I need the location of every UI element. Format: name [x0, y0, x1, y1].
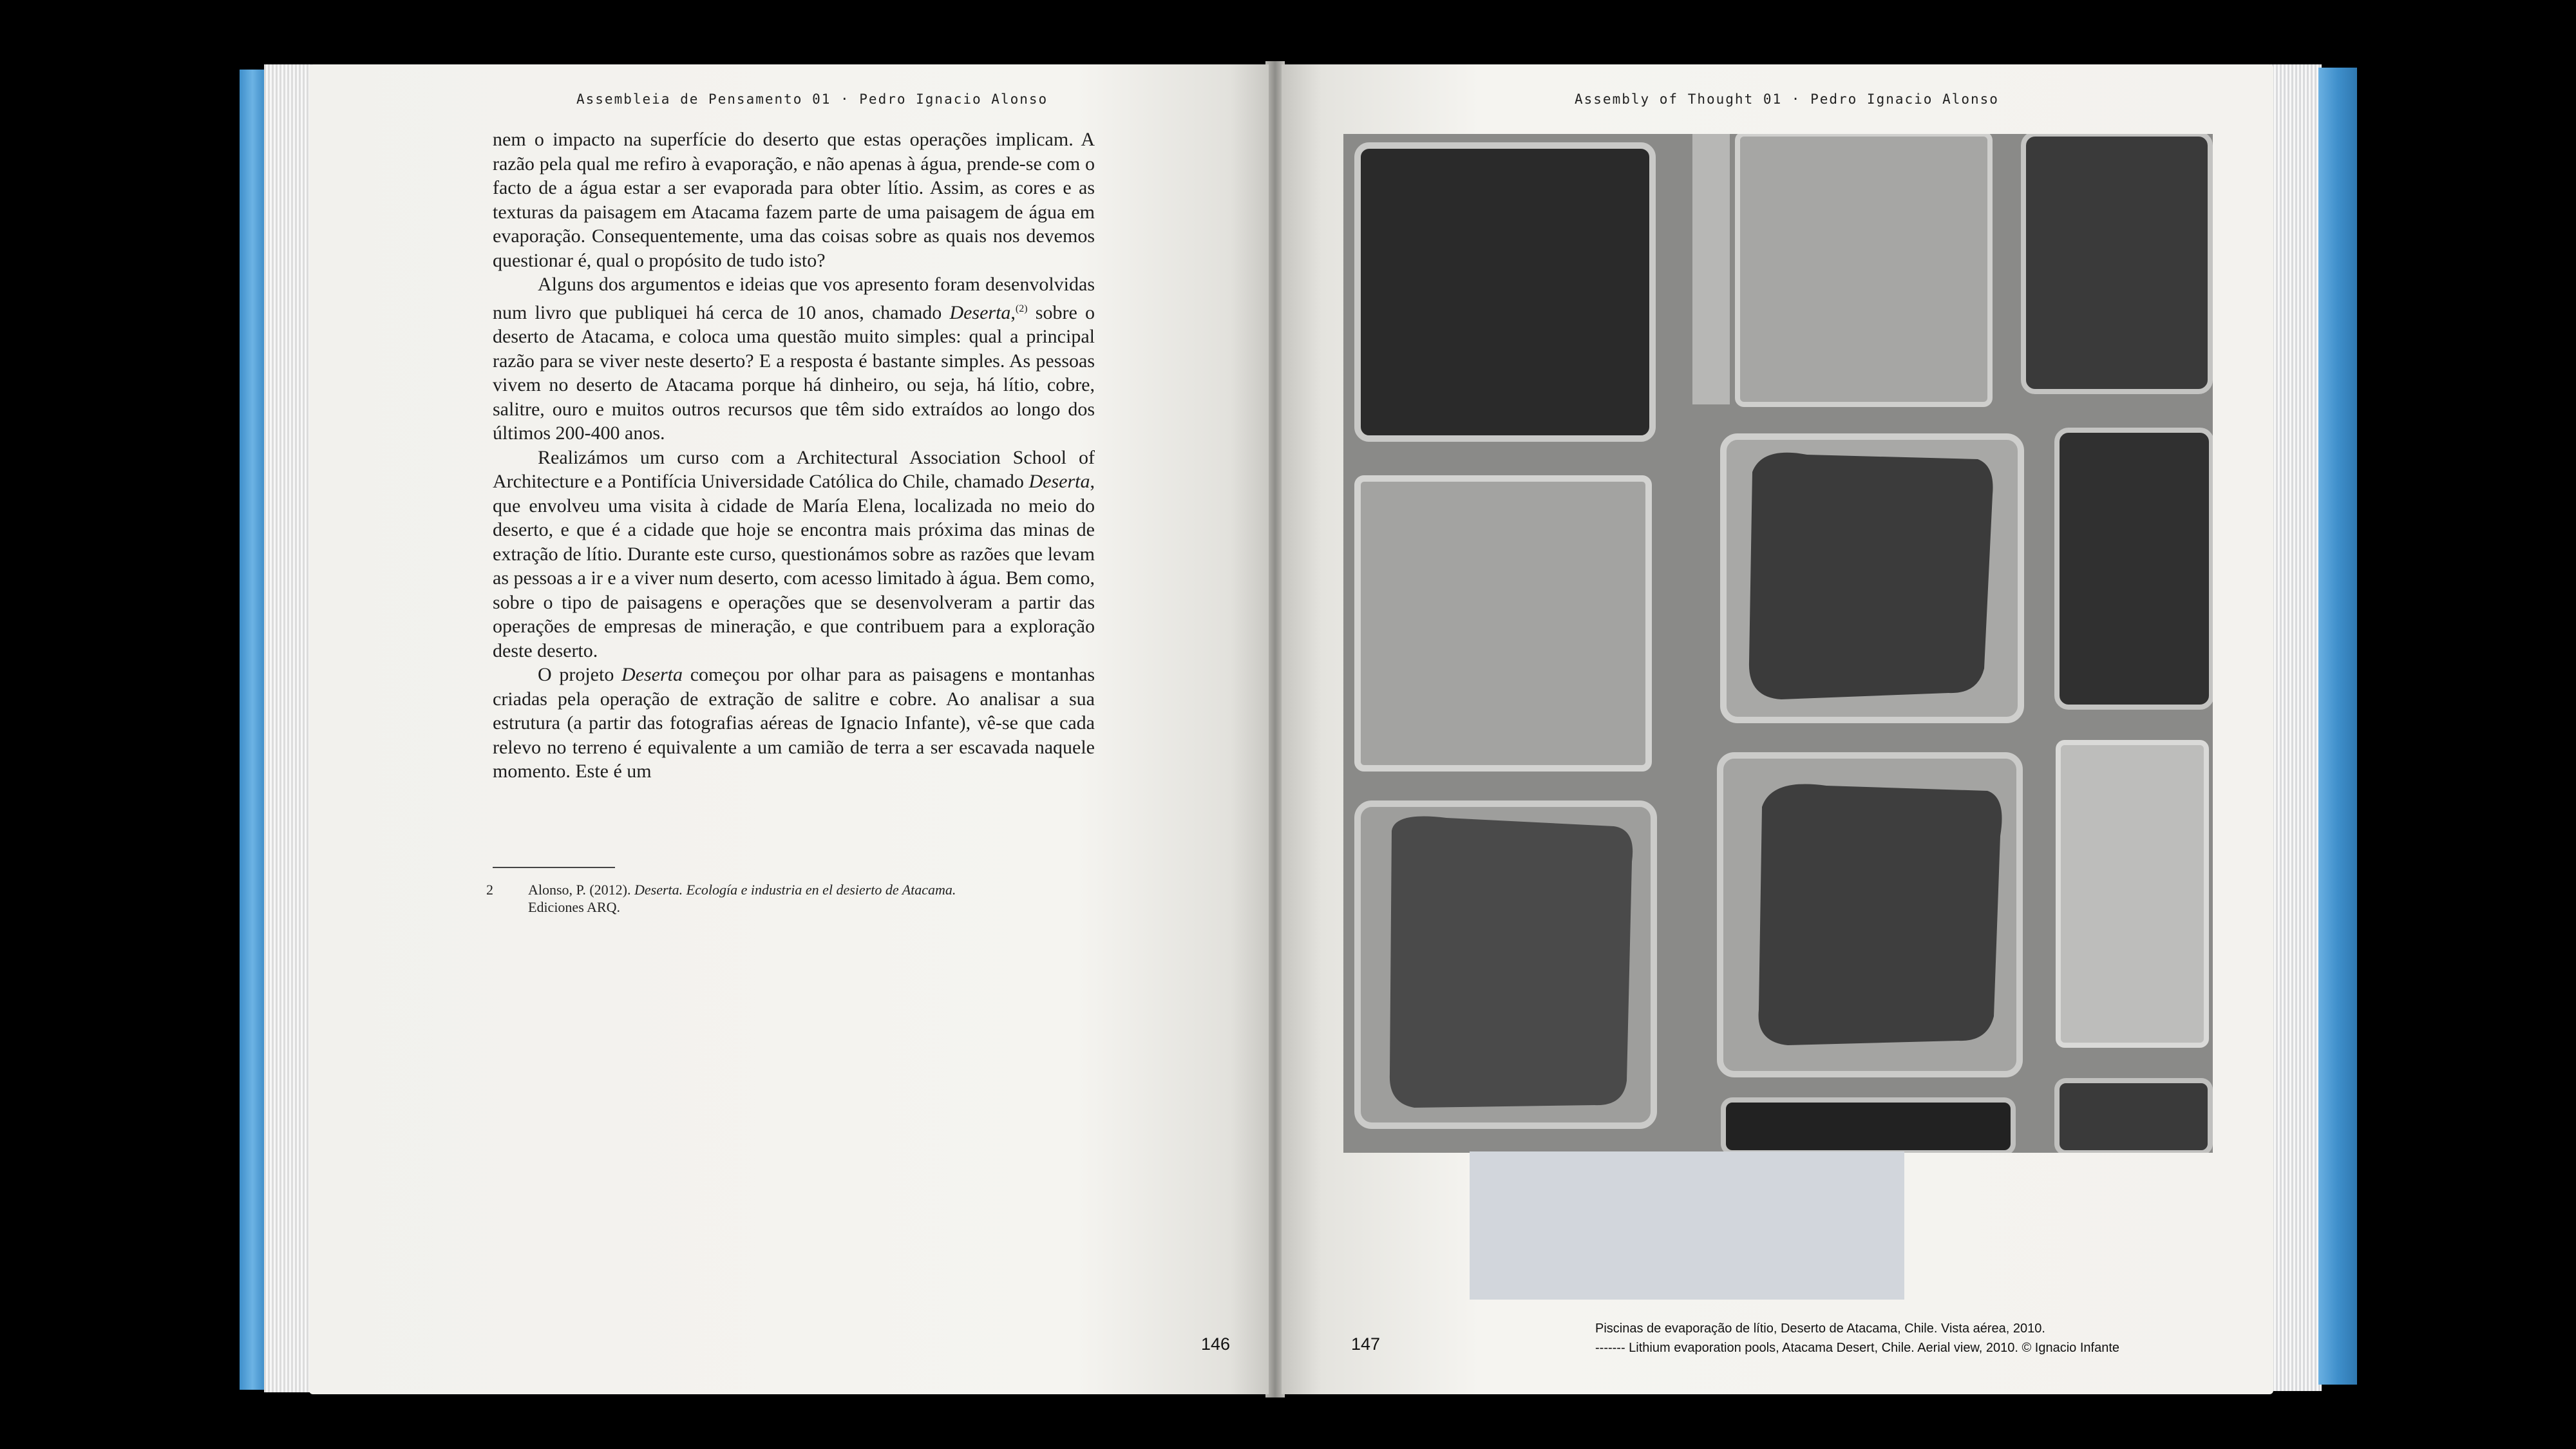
footnote-rule [493, 867, 615, 868]
aerial-photo-image [1343, 134, 2213, 1153]
photo-caption [1595, 1319, 2119, 1358]
caption-portuguese: Piscinas de evaporação de lítio, Deserto de Atacama, Chile. Vista aérea, 2010. [1595, 1321, 2045, 1336]
left-running-head: Assembleia de Pensamento 01 · Pedro Ignacio Alonso [576, 91, 1048, 107]
right-page-edge-blue [2318, 68, 2357, 1385]
left-body-text [493, 128, 1095, 784]
paragraph-3: Realizámos um curso com a Architectural Association School of Architecture e a Pontifícia Universidade Católica do Chile, chamado Deserta, que envolveu uma visita à cidade de María Elena, localizada no meio do deserto, e que é a cidade que hoje se encontra mais próxima das minas de extração de lítio. Durante este curso, questionámos sobre as razões que levam as pessoas a ir e a viver num deserto, com acesso limitado à água. Bem como, sobre o tipo de paisagens e operações que se desenvolveram a partir das operações de empresas de mineração, e que contribuem para a exploração deste deserto. [493, 446, 1095, 661]
left-page-edge-stack [264, 64, 312, 1392]
right-page [1282, 64, 2273, 1394]
right-page-edge-stack [2270, 64, 2322, 1391]
color-swatch-block [1470, 1151, 1904, 1300]
paragraph-1: nem o impacto na superfície do deserto que estas operações implicam. A razão pela qual me refiro à evaporação, e não apenas à água, prende-se com o facto de a água estar a ser evaporada para obter lítio. Assim, as cores e as texturas da paisagem em Atacama fazem parte de uma paisagem de água em evaporação. Consequentemente, uma das coisas sobre as quais nos devemos questionar é, qual o propósito de tudo isto? [493, 129, 1095, 271]
paragraph-2: Alguns dos argumentos e ideias que vos apresento foram desenvolvidas num livro que publiquei há cerca de 10 anos, chamado Deserta,$^{(2)}$ sobre o deserto de Atacama, e coloca uma questão muito simples: qual a principal razão para se viver neste deserto? E a resposta é bastante simples. As pessoas vivem no deserto de Atacama porque há dinheiro, ou seja, há lítio, cobre, salitre, ouro e muitos outros recursos que têm sido extraídos ao longo dos últimos 200-400 anos. [493, 274, 1095, 444]
footnote-text: Alonso, P. (2012). Deserta. Ecología e industria en el desierto de Atacama. Ediciones ARQ. [528, 882, 956, 915]
footnote-ref[interactable]: (2) [1015, 303, 1028, 314]
left-page-number: 146 [1201, 1334, 1231, 1354]
left-page-edge-blue [240, 70, 265, 1390]
paragraph-4: O projeto Deserta começou por olhar para as paisagens e montanhas criadas pela operação de extração de salitre e cobre. Ao analisar a sua estrutura (a partir das fotografias aéreas de Ignacio Infante), vê-se que cada relevo no terreno é equivalente a um camião de terra a ser escavada naquele momento. Este é um [493, 664, 1095, 782]
right-page-number: 147 [1351, 1334, 1381, 1354]
left-page [309, 64, 1269, 1394]
footnote-number: 2 [486, 882, 493, 898]
right-running-head: Assembly of Thought 01 · Pedro Ignacio Alonso [1575, 91, 1999, 107]
caption-english: ------- Lithium evaporation pools, Atacama Desert, Chile. Aerial view, 2010. © Ignacio Infante [1595, 1341, 2120, 1355]
